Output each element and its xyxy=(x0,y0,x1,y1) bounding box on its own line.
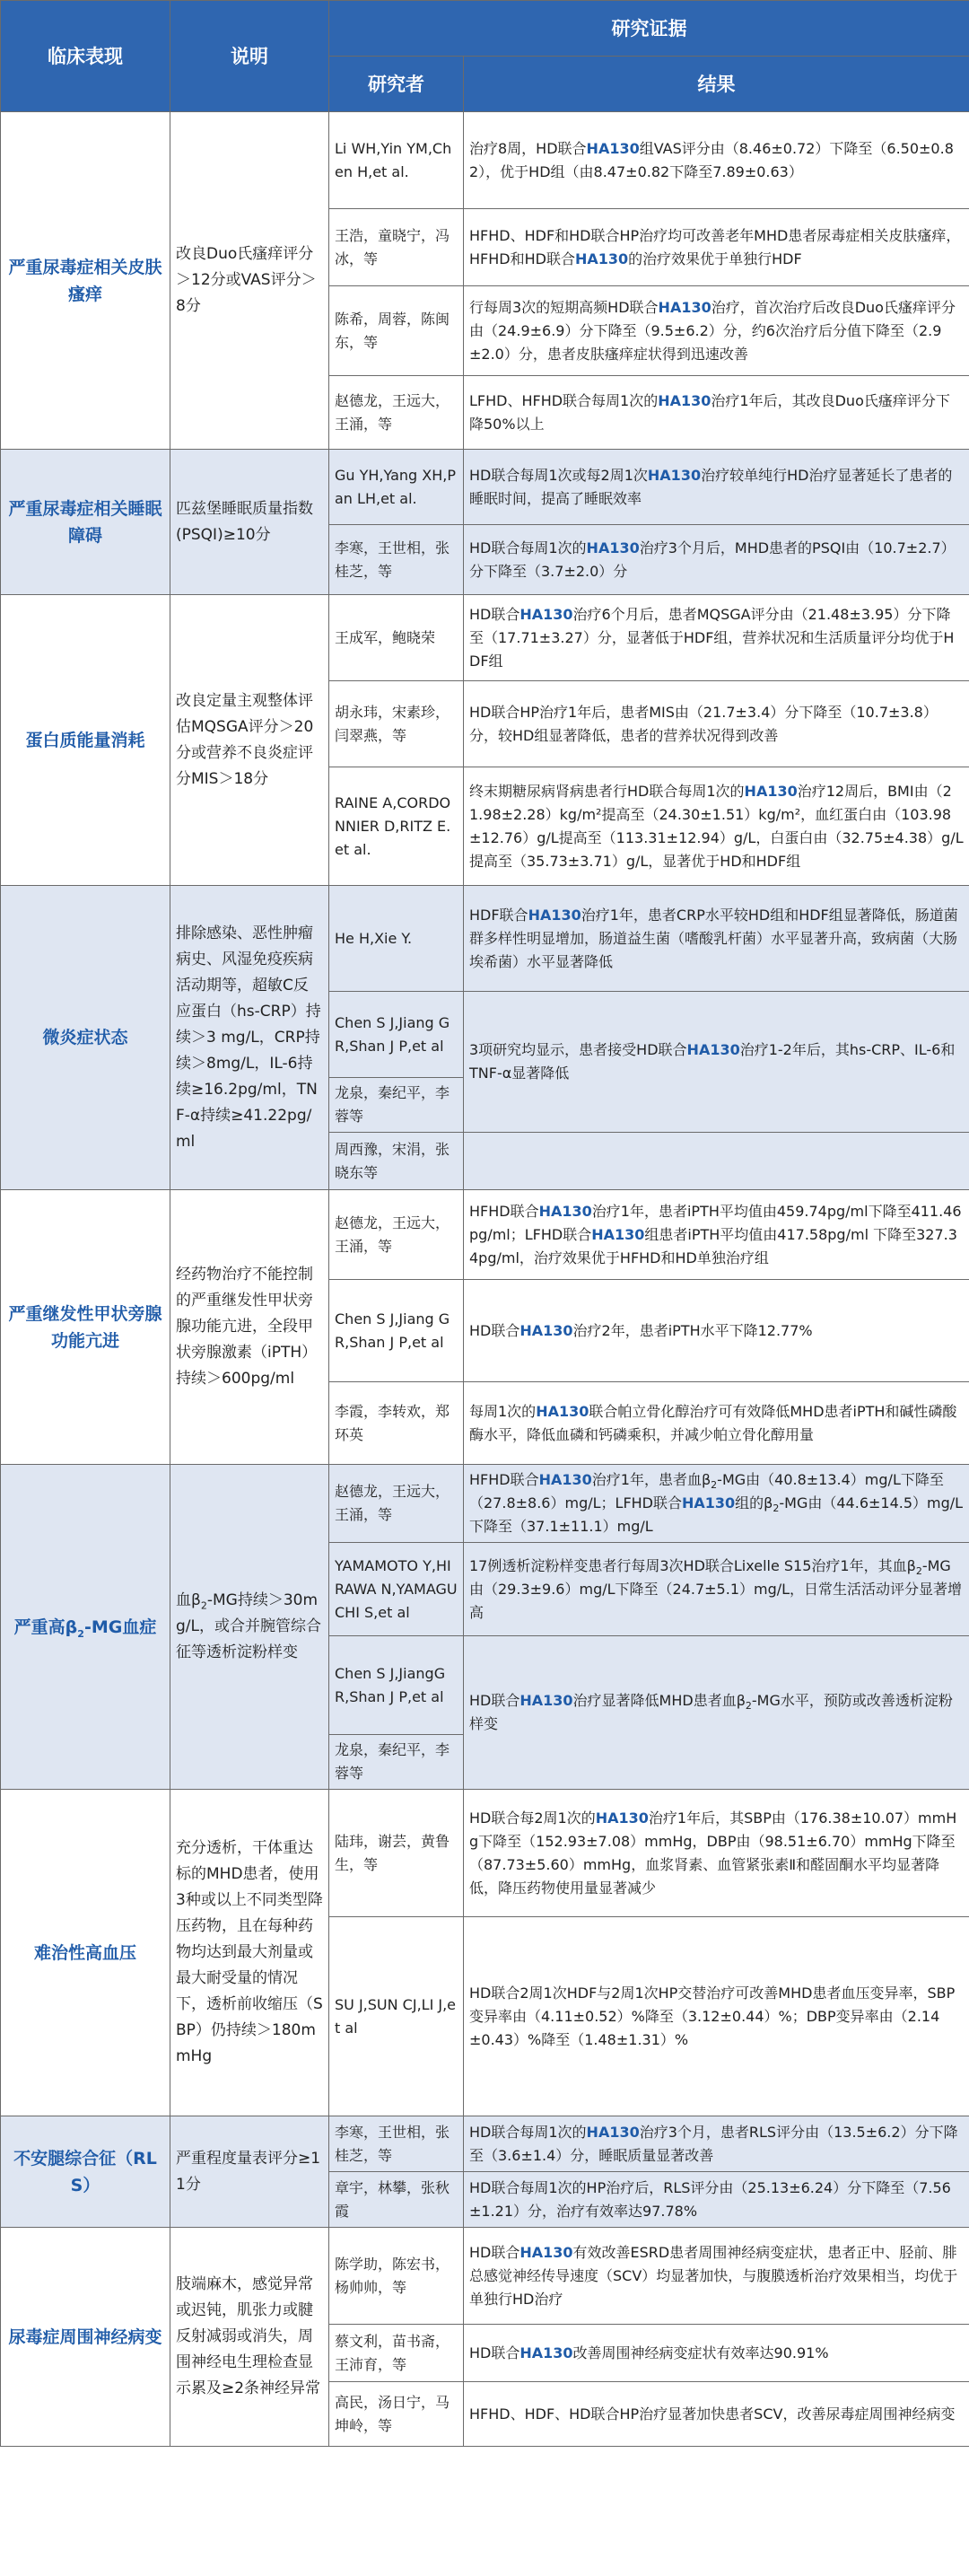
researcher-cell: 李霞，李转欢，郑环英 xyxy=(329,1382,464,1465)
result-cell: HD联合每周1次的HA130治疗3个月，患者RLS评分由（13.5±6.2）分下降至（3.6±1.4）分，睡眠质量显著改善 xyxy=(464,2116,969,2172)
clinical-manifestation: 蛋白质能量消耗 xyxy=(1,595,170,886)
result-cell: 每周1次的HA130联合帕立骨化醇治疗可有效降低MHD患者iPTH和碱性磷酸酶水平，降低血磷和钙磷乘积，并减少帕立骨化醇用量 xyxy=(464,1382,969,1465)
criteria-description: 充分透析，干体重达标的MHD患者，使用3种或以上不同类型降压药物，且在每种药物均达到最大剂量或最大耐受量的情况下，透析前收缩压（SBP）仍持续＞180mmHg xyxy=(170,1790,329,2116)
criteria-description: 严重程度量表评分≥11分 xyxy=(170,2116,329,2228)
criteria-description: 肢端麻木，感觉异常或迟钝，肌张力或腱反射减弱或消失，周围神经电生理检查显示累及≥2条神经异常 xyxy=(170,2228,329,2447)
result-cell: 3项研究均显示，患者接受HD联合HA130治疗1-2年后，其hs-CRP、IL-6和TNF-α显著降低 xyxy=(464,992,969,1133)
table-row xyxy=(1,2116,969,2172)
header-desc: 说明 xyxy=(170,1,329,112)
table-row xyxy=(1,1190,969,1280)
criteria-description: 改良定量主观整体评估MQSGA评分＞20分或营养不良炎症评分MIS＞18分 xyxy=(170,595,329,886)
result-cell: HD联合HA130治疗6个月后，患者MQSGA评分由（21.48±3.95）分下降至（17.71±3.27）分，显著低于HDF组，营养状况和生活质量评分均优于HDF组 xyxy=(464,595,969,681)
researcher-cell: 章宇，林攀，张秋霞 xyxy=(329,2172,464,2228)
clinical-manifestation: 微炎症状态 xyxy=(1,886,170,1190)
header-result: 结果 xyxy=(464,57,969,112)
table-row xyxy=(1,1465,969,1543)
result-cell: HD联合2周1次HDF与2周1次HP交替治疗可改善MHD患者血压变异率，SBP变异率由（4.11±0.52）%降至（3.12±0.44）%；DBP变异率由（2.14±0.43）%降至（1.48±1.31）% xyxy=(464,1917,969,2116)
researcher-cell: 王浩，童晓宁，冯冰，等 xyxy=(329,209,464,286)
researcher-cell: 李寒，王世相，张桂芝，等 xyxy=(329,2116,464,2172)
result-cell: HDF联合HA130治疗1年，患者CRP水平较HD组和HDF组显著降低，肠道菌群多样性明显增加，肠道益生菌（嗜酸乳杆菌）水平显著升高，致病菌（大肠埃希菌）水平显著降低 xyxy=(464,886,969,992)
result-cell: HFHD、HDF和HD联合HP治疗均可改善老年MHD患者尿毒症相关皮肤瘙痒，HFHD和HD联合HA130的治疗效果优于单独行HDF xyxy=(464,209,969,286)
header-clinical: 临床表现 xyxy=(1,1,170,112)
clinical-manifestation: 严重高$\beta_2-MG$血症 xyxy=(1,1465,170,1790)
researcher-cell: YAMAMOTO Y,HIRAWA N,YAMAGUCHI S,et al xyxy=(329,1543,464,1636)
result-cell: 治疗8周，HD联合HA130组VAS评分由（8.46±0.72）下降至（6.50±0.82），优于HD组（由8.47±0.82下降至7.89±0.63） xyxy=(464,112,969,209)
result-cell: HD联合每周1次或每2周1次HA130治疗较单纯行HD治疗显著延长了患者的睡眠时间，提高了睡眠效率 xyxy=(464,450,969,525)
criteria-description: 血$\beta_2-MG$持续＞30mg/L，或合并腕管综合征等透析淀粉样变 xyxy=(170,1465,329,1790)
researcher-cell: 龙泉，秦纪平，李蓉等 xyxy=(329,1078,464,1133)
researcher-cell: 龙泉，秦纪平，李蓉等 xyxy=(329,1735,464,1790)
result-cell: HFHD联合HA130治疗1年，患者iPTH平均值由459.74pg/ml下降至411.46pg/ml；LFHD联合HA130组患者iPTH平均值由417.58pg/ml 下降至327.34pg/ml，治疗效果优于HFHD和HD单独治疗组 xyxy=(464,1190,969,1280)
researcher-cell: Chen S J,JiangG R,Shan J P,et al xyxy=(329,1636,464,1735)
criteria-description: 排除感染、恶性肿瘤病史、风湿免疫疾病活动期等，超敏C反应蛋白（hs-CRP）持续＞3 mg/L，CRP持续＞8mg/L，IL-6持续≥16.2pg/ml，TNF-α持续≥41.22pg/ml xyxy=(170,886,329,1190)
criteria-description: 经药物治疗不能控制的严重继发性甲状旁腺功能亢进，全段甲状旁腺激素（iPTH）持续＞600pg/ml xyxy=(170,1190,329,1465)
result-cell: HFHD、HDF、HD联合HP治疗显著加快患者SCV，改善尿毒症周围神经病变 xyxy=(464,2382,969,2447)
clinical-manifestation: 不安腿综合征（RLS） xyxy=(1,2116,170,2228)
researcher-cell: Li WH,Yin YM,Chen H,et al. xyxy=(329,112,464,209)
researcher-cell: Gu YH,Yang XH,Pan LH,et al. xyxy=(329,450,464,525)
researcher-cell: 高民，汤日宁，马坤岭，等 xyxy=(329,2382,464,2447)
result-cell: HD联合HA130治疗2年，患者iPTH水平下降12.77% xyxy=(464,1280,969,1382)
clinical-manifestation: 难治性高血压 xyxy=(1,1790,170,2116)
researcher-cell: He H,Xie Y. xyxy=(329,886,464,992)
result-cell: 终末期糖尿病肾病患者行HD联合每周1次的HA130治疗12周后，BMI由（21.98±2.28）kg/m²提高至（24.30±1.51）kg/m²，血红蛋白由（103.98±12.76）g/L提高至（113.31±12.94）g/L，白蛋白由（32.75±4.38）g/L提高至（35.73±3.71）g/L，显著优于HD和HDF组 xyxy=(464,767,969,886)
table-row xyxy=(1,112,969,209)
researcher-cell: 陈希，周蓉，陈闽东，等 xyxy=(329,286,464,376)
researcher-cell: 陈学助，陈宏书，杨帅帅，等 xyxy=(329,2228,464,2325)
researcher-cell: Chen S J,Jiang G R,Shan J P,et al xyxy=(329,1280,464,1382)
result-cell: HD联合每周1次的HP治疗后，RLS评分由（25.13±6.24）分下降至（7.56±1.21）分，治疗有效率达97.78% xyxy=(464,2172,969,2228)
researcher-cell: 赵德龙，王远大，王涌，等 xyxy=(329,1190,464,1280)
result-cell: HFHD联合HA130治疗1年，患者血$\beta_2-MG$由（40.8±13.4）mg/L下降至（27.8±8.6）mg/L；LFHD联合HA130组的$\beta_2-MG$由（44.6±14.5）mg/L下降至（37.1±11.1）mg/L xyxy=(464,1465,969,1543)
table-row xyxy=(1,886,969,992)
clinical-manifestation: 严重继发性甲状旁腺功能亢进 xyxy=(1,1190,170,1465)
table-row xyxy=(1,595,969,681)
header-researcher: 研究者 xyxy=(329,57,464,112)
researcher-cell: 胡永玮，宋素珍，闫翠燕，等 xyxy=(329,681,464,767)
researcher-cell: RAINE A,CORDONNIER D,RITZ E.et al. xyxy=(329,767,464,886)
clinical-manifestation: 严重尿毒症相关皮肤瘙痒 xyxy=(1,112,170,450)
result-cell: HD联合HP治疗1年后，患者MIS由（21.7±3.4）分下降至（10.7±3.8）分，较HD组显著降低，患者的营养状况得到改善 xyxy=(464,681,969,767)
researcher-cell: 周西豫，宋涓，张晓东等 xyxy=(329,1133,464,1190)
result-cell: HD联合HA130有效改善ESRD患者周围神经病变症状，患者正中、胫前、腓总感觉神经传导速度（SCV）均显著加快，与腹膜透析治疗效果相当，均优于单独行HD治疗 xyxy=(464,2228,969,2325)
criteria-description: 匹兹堡睡眠质量指数(PSQI)≥10分 xyxy=(170,450,329,595)
result-cell: 行每周3次的短期高频HD联合HA130治疗，首次治疗后改良Duo氏瘙痒评分由（24.9±6.9）分下降至（9.5±6.2）分，约6次治疗后分值下降至（2.9±2.0）分，患者皮肤瘙痒症状得到迅速改善 xyxy=(464,286,969,376)
researcher-cell: 王成军，鲍晓荣 xyxy=(329,595,464,681)
result-cell: LFHD、HFHD联合每周1次的HA130治疗1年后，其改良Duo氏瘙痒评分下降50%以上 xyxy=(464,376,969,450)
result-cell: HD联合HA130治疗显著降低MHD患者血$\beta_2-MG$水平，预防或改善透析淀粉样变 xyxy=(464,1636,969,1790)
table-row xyxy=(1,2228,969,2325)
researcher-cell: 蔡文利，苗书斋，王沛育，等 xyxy=(329,2325,464,2382)
header-evidence: 研究证据 xyxy=(329,1,969,57)
result-cell: HD联合每周1次的HA130治疗3个月后，MHD患者的PSQI由（10.7±2.7）分下降至（3.7±2.0）分 xyxy=(464,525,969,595)
result-cell: HD联合HA130改善周围神经病变症状有效率达90.91% xyxy=(464,2325,969,2382)
result-cell: 17例透析淀粉样变患者行每周3次HD联合Lixelle S15治疗1年，其血$\beta_2-MG$由（29.3±9.6）mg/L下降至（24.7±5.1）mg/L，日常生活活动评分显著增高 xyxy=(464,1543,969,1636)
researcher-cell: 赵德龙，王远大，王涌，等 xyxy=(329,1465,464,1543)
researcher-cell: Chen S J,Jiang G R,Shan J P,et al xyxy=(329,992,464,1078)
table-row xyxy=(1,450,969,525)
result-cell: HD联合每2周1次的HA130治疗1年后，其SBP由（176.38±10.07）mmHg下降至（152.93±7.08）mmHg，DBP由（98.51±6.70）mmHg下降至（87.73±5.60）mmHg，血浆肾素、血管紧张素Ⅱ和醛固酮水平均显著降低，降压药物使用量显著减少 xyxy=(464,1790,969,1917)
table-row xyxy=(1,1790,969,1917)
criteria-description: 改良Duo氏瘙痒评分＞12分或VAS评分＞8分 xyxy=(170,112,329,450)
researcher-cell: SU J,SUN CJ,LI J,et al xyxy=(329,1917,464,2116)
result-cell xyxy=(464,1133,969,1190)
clinical-manifestation: 尿毒症周围神经病变 xyxy=(1,2228,170,2447)
researcher-cell: 赵德龙，王远大，王涌，等 xyxy=(329,376,464,450)
researcher-cell: 陆玮，谢芸，黄鲁生，等 xyxy=(329,1790,464,1917)
clinical-manifestation: 严重尿毒症相关睡眠障碍 xyxy=(1,450,170,595)
researcher-cell: 李寒，王世相，张桂芝，等 xyxy=(329,525,464,595)
